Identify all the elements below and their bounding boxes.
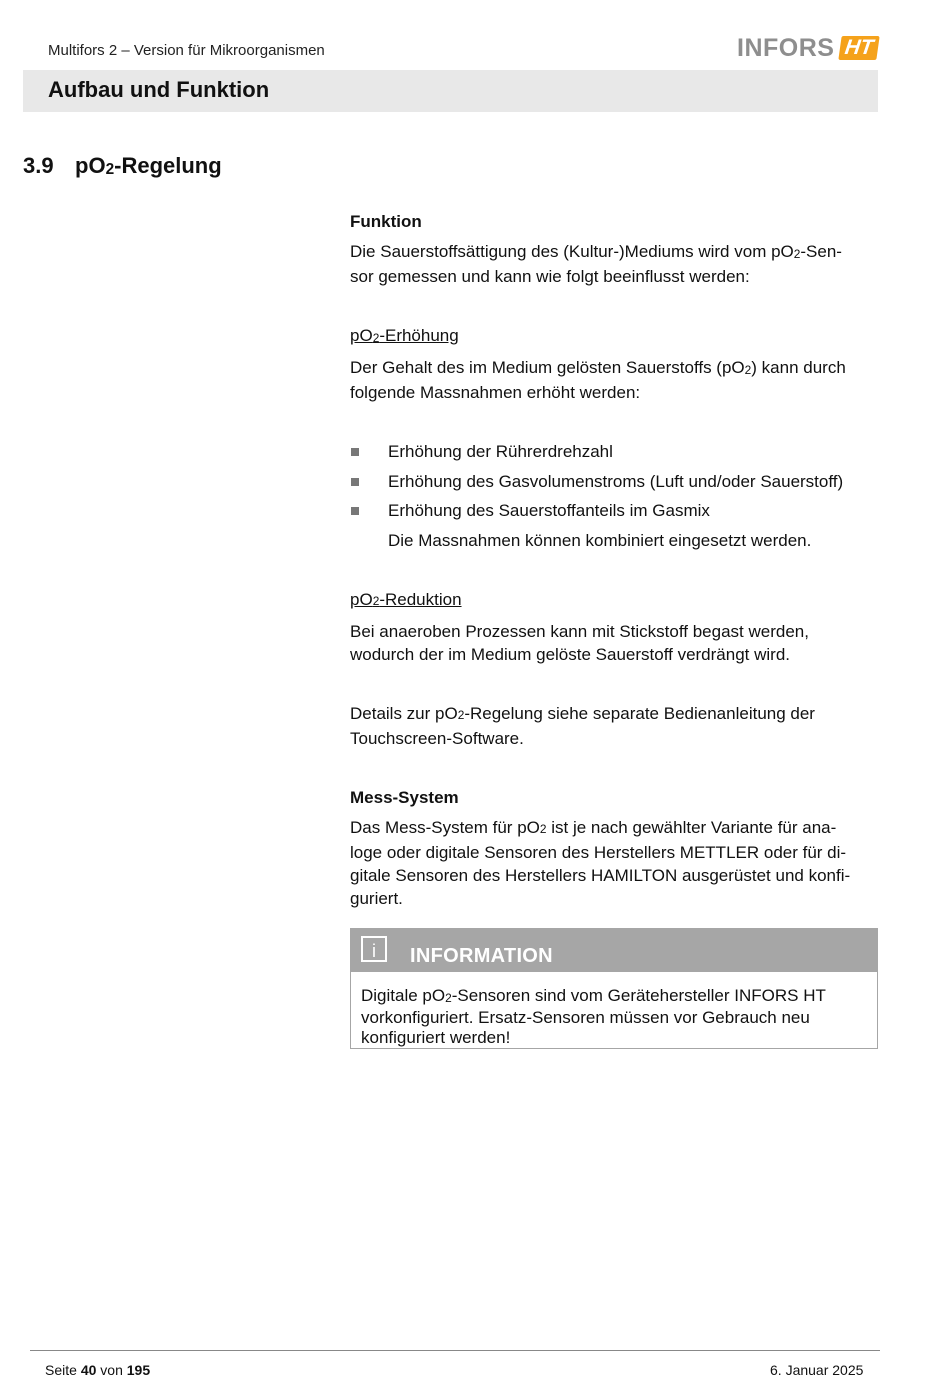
- details-text-2: -Regelung siehe separate Bedienanleitung der: [464, 703, 815, 723]
- square-bullet-icon: [351, 507, 359, 515]
- mess-text-1: Das Mess-System für pO: [350, 817, 540, 837]
- erhoehung-text-sub: 2: [744, 362, 752, 377]
- reduktion-text-2: wodurch der im Medium gelöste Sauerstoff verdrängt wird.: [350, 644, 790, 664]
- mess-system-heading: Mess-System: [350, 787, 459, 807]
- funktion-paragraph: [350, 240, 878, 288]
- erhoehung-heading: [350, 324, 878, 349]
- square-bullet-icon: [351, 448, 359, 456]
- information-title: INFORMATION: [410, 945, 553, 967]
- list-item: [350, 499, 878, 522]
- page-number: [45, 1362, 150, 1378]
- reduktion-heading-prefix: pO: [350, 589, 373, 609]
- erhoehung-paragraph: [350, 356, 878, 404]
- page-middle: von: [96, 1362, 127, 1378]
- square-bullet-icon: [351, 478, 359, 486]
- info-icon: i: [361, 936, 387, 962]
- mess-text-2: ist je nach gewählter Variante für ana-: [546, 817, 837, 837]
- mess-text-5: guriert.: [350, 888, 403, 908]
- footer-date: 6. Januar 2025: [770, 1362, 864, 1378]
- funktion-text-sub: 2: [793, 246, 801, 261]
- details-text-1: Details zur pO: [350, 703, 458, 723]
- mess-text-3: loge oder digitale Sensoren des Herstellers METTLER oder für di-: [350, 842, 847, 862]
- details-paragraph: [350, 702, 878, 750]
- info-text-4: konfiguriert werden!: [361, 1028, 511, 1047]
- funktion-text-2: -Sen-: [800, 242, 842, 261]
- details-text-3: Touchscreen-Software.: [350, 728, 524, 748]
- main-content: [350, 210, 878, 910]
- list-item: [350, 440, 878, 463]
- details-text-sub: 2: [457, 708, 465, 723]
- erhoehung-heading-sub: 2: [372, 330, 380, 345]
- page-prefix: Seite: [45, 1362, 81, 1378]
- list-item-text: Erhöhung des Sauerstoffanteils im Gasmix: [388, 501, 710, 520]
- logo-badge: HT: [839, 36, 880, 60]
- measures-note: Die Massnahmen können kombiniert eingesetzt werden.: [388, 530, 812, 550]
- funktion-heading: Funktion: [350, 212, 422, 231]
- reduktion-heading-sub: 2: [372, 594, 380, 609]
- reduktion-text-1: Bei anaeroben Prozessen kann mit Stickstoff begast werden,: [350, 621, 809, 641]
- mess-text-4: gitale Sensoren des Herstellers HAMILTON ausgerüstet und konfi-: [350, 865, 851, 885]
- info-text-3: vorkonfiguriert. Ersatz-Sensoren müssen vor Gebrauch neu: [361, 1007, 810, 1027]
- infors-ht-logo: [737, 34, 878, 62]
- chapter-title: Aufbau und Funktion: [48, 77, 270, 102]
- section-heading: [23, 153, 222, 179]
- mess-system-paragraph: [350, 816, 878, 910]
- erhoehung-text-1: Der Gehalt des im Medium gelösten Sauerstoffs (pO: [350, 358, 745, 377]
- reduktion-heading: [350, 588, 878, 613]
- erhoehung-heading-prefix: pO: [350, 326, 373, 345]
- footer-divider: [30, 1350, 880, 1351]
- funktion-text-3: sor gemessen und kann wie folgt beeinflusst werden:: [350, 267, 750, 286]
- section-title-prefix: pO: [75, 153, 106, 178]
- info-text-1: Digitale pO: [361, 986, 446, 1005]
- section-title-suffix: -Regelung: [114, 153, 222, 178]
- list-item: [350, 470, 878, 493]
- page-current: 40: [80, 1362, 97, 1378]
- mess-text-sub: 2: [539, 822, 547, 837]
- list-item-text: Erhöhung des Gasvolumenstroms (Luft und/oder Sauerstoff): [388, 471, 844, 491]
- funktion-text-1: Die Sauerstoffsättigung des (Kultur-)Mediums wird vom pO: [350, 242, 794, 261]
- information-header: [351, 929, 877, 972]
- erhoehung-text-2: ) kann durch: [751, 358, 846, 377]
- document-title: Multifors 2 – Version für Mikroorganismen: [48, 42, 325, 59]
- erhoehung-heading-suffix: -Erhöhung: [379, 326, 459, 345]
- list-item-text: Erhöhung der Rührerdrehzahl: [388, 442, 613, 461]
- logo-text: INFORS: [737, 34, 835, 62]
- reduktion-paragraph: [350, 620, 878, 666]
- reduktion-heading-suffix: -Reduktion: [379, 589, 462, 609]
- section-title-sub: 2: [105, 160, 115, 178]
- page-total: 195: [126, 1362, 151, 1378]
- info-text-2: -Sensoren sind vom Gerätehersteller INFORS HT: [451, 986, 826, 1005]
- information-box: [350, 928, 878, 1049]
- information-body: [351, 972, 877, 1048]
- measures-list: [350, 440, 878, 522]
- info-text-sub: 2: [445, 990, 452, 1005]
- erhoehung-text-3: folgende Massnahmen erhöht werden:: [350, 383, 641, 402]
- section-number: 3.9: [23, 153, 54, 178]
